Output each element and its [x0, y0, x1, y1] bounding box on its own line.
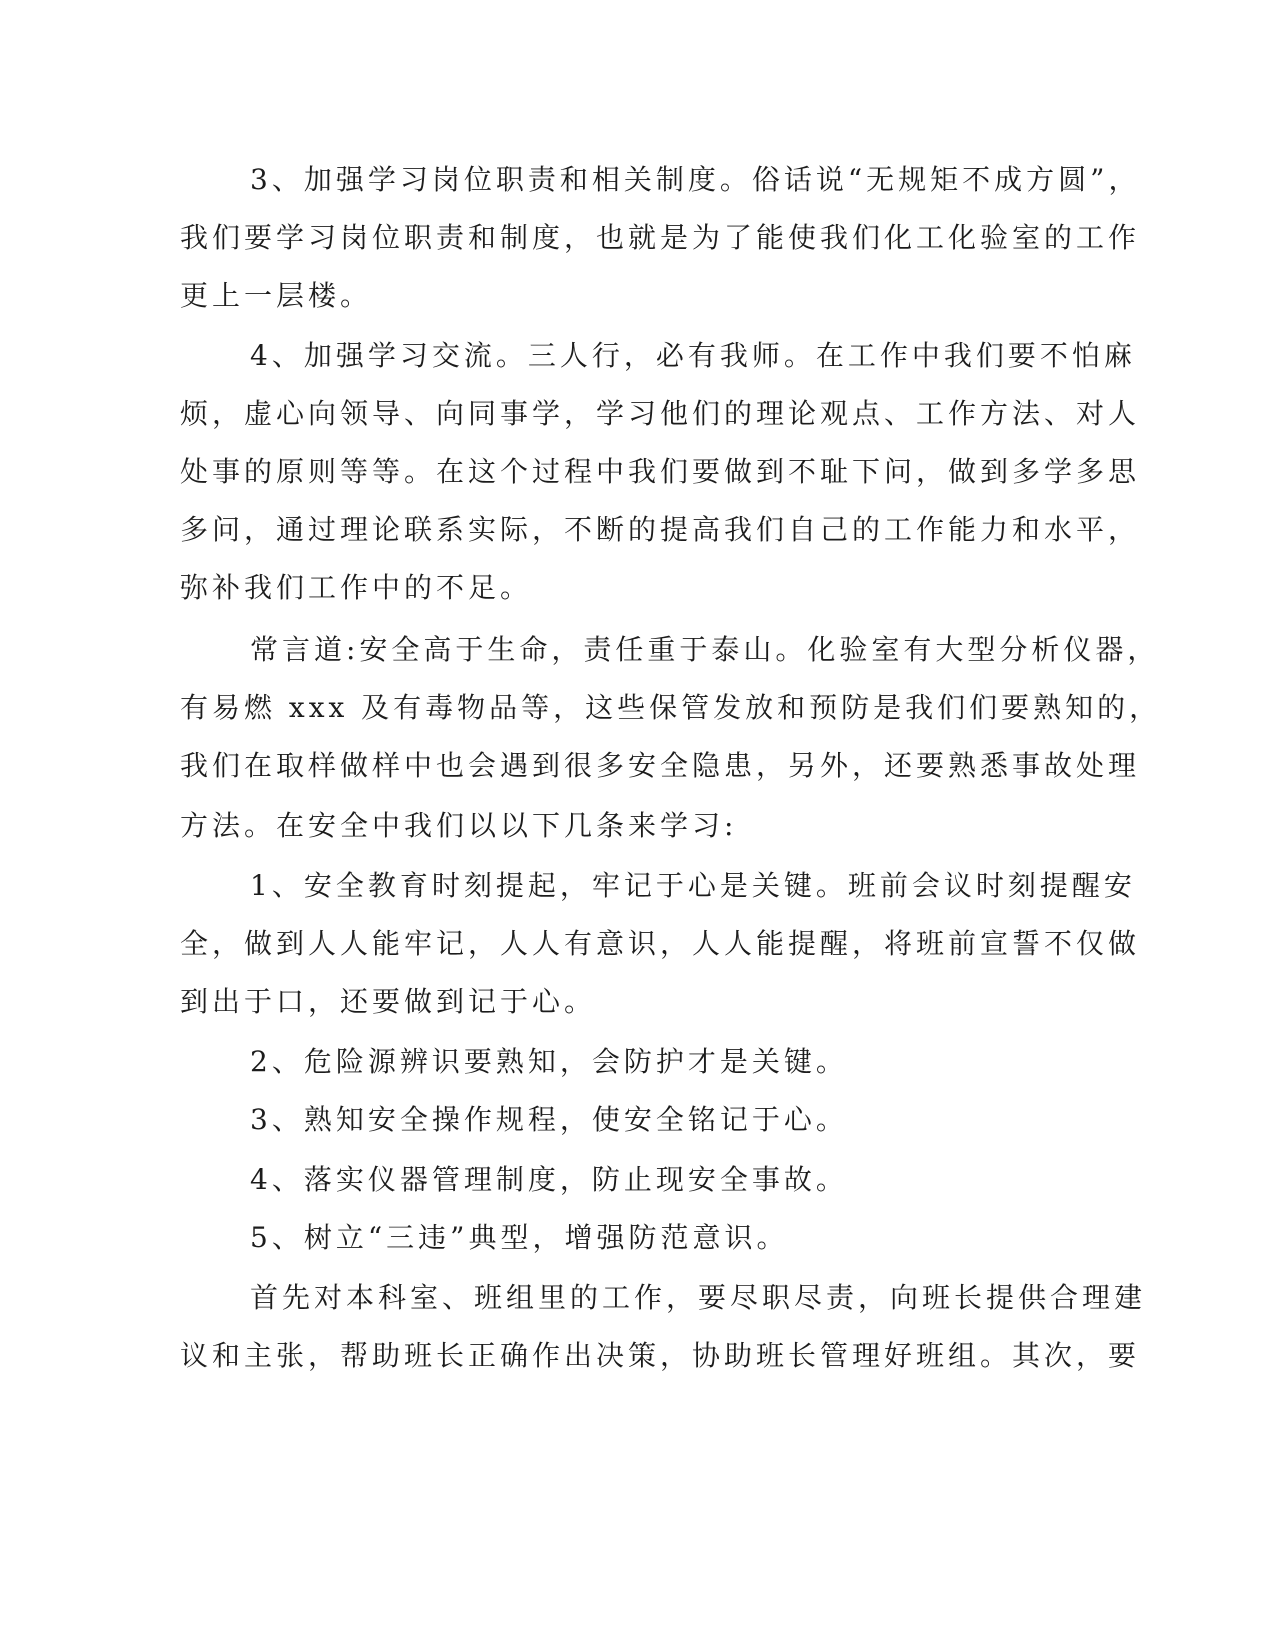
text-line: 方法。在安全中我们以以下几条来学习: — [180, 809, 738, 842]
text-line: 2、危险源辨识要熟知，会防护才是关键。 — [250, 1045, 848, 1078]
text-line: 处事的原则等等。在这个过程中我们要做到不耻下问，做到多学多思 — [180, 455, 1141, 488]
text-line: 烦，虚心向领导、向同事学，学习他们的理论观点、工作方法、对人 — [180, 397, 1141, 430]
text-line: 有易燃 xxx 及有毒物品等，这些保管发放和预防是我们们要熟知的， — [180, 691, 1162, 724]
text-line: 5、树立“三违”典型，增强防范意识。 — [250, 1221, 789, 1254]
text-line: 常言道:安全高于生命，责任重于泰山。化验室有大型分析仪器， — [250, 633, 1160, 666]
text-line: 我们要学习岗位职责和制度，也就是为了能使我们化工化验室的工作 — [180, 221, 1141, 254]
text-line: 4、加强学习交流。三人行，必有我师。在工作中我们要不怕麻 — [250, 339, 1136, 372]
text-line: 1、安全教育时刻提起，牢记于心是关键。班前会议时刻提醒安 — [250, 869, 1136, 902]
text-line: 3、加强学习岗位职责和相关制度。俗话说“无规矩不成方圆”， — [250, 163, 1141, 196]
text-line: 弥补我们工作中的不足。 — [180, 571, 533, 604]
text-line: 到出于口，还要做到记于心。 — [180, 985, 597, 1018]
text-line: 4、落实仪器管理制度，防止现安全事故。 — [250, 1163, 848, 1196]
text-line: 议和主张，帮助班长正确作出决策，协助班长管理好班组。其次，要 — [180, 1339, 1141, 1372]
text-line: 全，做到人人能牢记，人人有意识，人人能提醒，将班前宣誓不仅做 — [180, 927, 1141, 960]
text-line: 多问，通过理论联系实际，不断的提高我们自己的工作能力和水平， — [180, 513, 1141, 546]
text-line: 首先对本科室、班组里的工作，要尽职尽责，向班长提供合理建 — [250, 1281, 1147, 1314]
text-line: 更上一层楼。 — [180, 279, 373, 312]
text-line: 3、熟知安全操作规程，使安全铭记于心。 — [250, 1103, 848, 1136]
text-line: 我们在取样做样中也会遇到很多安全隐患，另外，还要熟悉事故处理 — [180, 749, 1141, 782]
